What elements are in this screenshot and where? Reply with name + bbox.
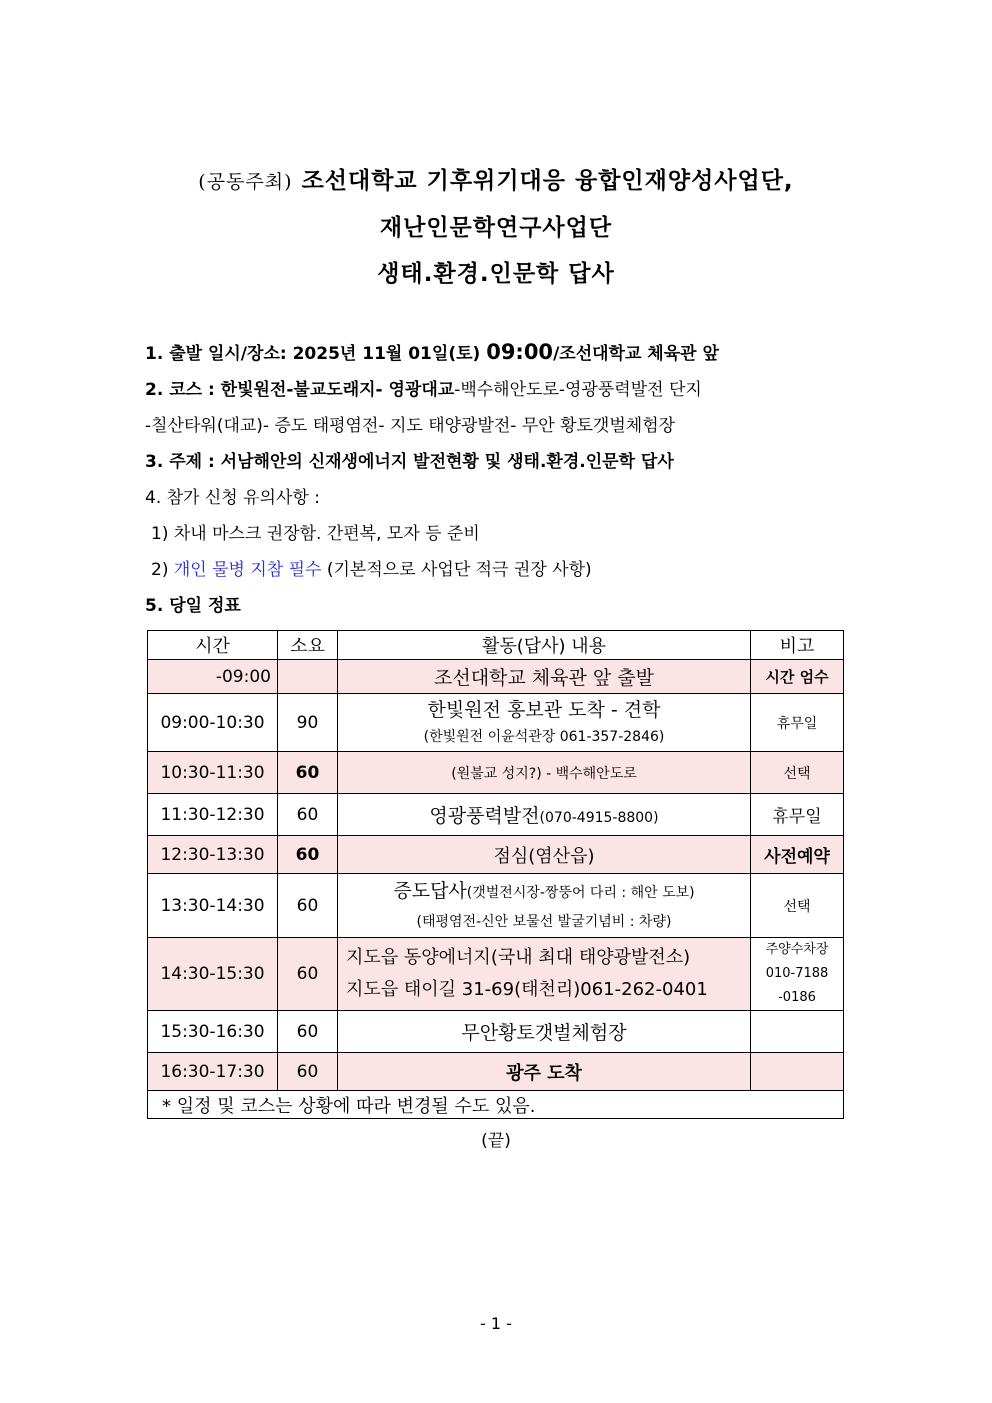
row-note: 사전예약 — [751, 836, 844, 874]
title-line-2: 재난인문학연구사업단 — [379, 215, 613, 241]
item-schedule-heading: 5. 당일 정표 — [145, 596, 241, 616]
table-row — [148, 794, 844, 836]
row-duration: 60 — [278, 1011, 338, 1053]
table-row — [148, 1053, 844, 1091]
note-line-1: 주양수차장 — [765, 942, 829, 957]
row-activity: (원불교 성지?) - 백수해안도로 — [338, 752, 751, 794]
notice-2-emphasis: 개인 물병 지참 필수 — [173, 560, 322, 580]
departure-time: 09:00 — [486, 340, 554, 364]
title-line-3: 생태.환경.인문학 답사 — [377, 261, 615, 287]
activity-sub2: (태평염전-신안 보물선 발굴기념비 : 차량) — [416, 913, 672, 930]
row-duration: 60 — [278, 752, 338, 794]
title-line-1 — [0, 158, 992, 205]
row-activity: 점심(염산읍) — [338, 836, 751, 874]
table-row — [148, 752, 844, 794]
item-notice: 4. 참가 신청 유의사항 : — [145, 488, 320, 508]
course-part-b: -백수해안도로-영광풍력발전 단지 — [454, 380, 702, 400]
item-theme: 3. 주제 : 서남해안의 신재생에너지 발전현황 및 생태.환경.인문학 답사 — [145, 452, 674, 472]
info-list — [145, 334, 845, 624]
row-duration: 60 — [278, 938, 338, 1011]
row-activity: 광주 도착 — [338, 1053, 751, 1091]
header-time: 시간 — [148, 631, 278, 660]
row-activity — [338, 794, 751, 836]
row-time: 10:30-11:30 — [148, 752, 278, 794]
item-course — [145, 372, 845, 408]
row-note: 시간 엄수 — [751, 660, 844, 694]
table-row — [148, 694, 844, 752]
row-duration — [278, 660, 338, 694]
row-activity — [338, 694, 751, 752]
row-note: 선택 — [751, 874, 844, 938]
departure-place: /조선대학교 체육관 앞 — [553, 344, 719, 364]
note-line-2: 010-7188 — [765, 966, 829, 981]
table-footnote-row — [148, 1091, 844, 1119]
item-departure — [145, 334, 845, 372]
header-note: 비고 — [751, 631, 844, 660]
row-duration: 60 — [278, 794, 338, 836]
item-course-line2: -칠산타워(대교)- 증도 태평염전- 지도 태양광발전- 무안 황토갯벌체험장 — [145, 416, 676, 436]
row-note — [751, 1011, 844, 1053]
page-number: - 1 - — [480, 1314, 512, 1333]
row-time: 16:30-17:30 — [148, 1053, 278, 1091]
activity-sub: (갯벌전시장-짱뚱어 다리 : 해안 도보) — [466, 884, 695, 901]
notice-1: 1) 차내 마스크 권장함. 간편복, 모자 등 준비 — [151, 524, 480, 544]
table-row — [148, 874, 844, 938]
row-note: 휴무일 — [751, 794, 844, 836]
row-duration: 60 — [278, 1053, 338, 1091]
title-main: 조선대학교 기후위기대응 융합인재양성사업단, — [301, 168, 794, 194]
row-activity: 조선대학교 체육관 앞 출발 — [338, 660, 751, 694]
title-prefix: (공동주최) — [198, 171, 293, 193]
departure-label: 1. 출발 일시/장소: 2025년 11월 01일(토) — [145, 344, 487, 364]
row-duration: 90 — [278, 694, 338, 752]
row-note — [751, 1053, 844, 1091]
row-note: 선택 — [751, 752, 844, 794]
document-title — [0, 158, 992, 297]
activity-main: 지도읍 동양에너지(국내 최대 태양광발전소) — [346, 947, 691, 968]
row-time: 13:30-14:30 — [148, 874, 278, 938]
table-row — [148, 836, 844, 874]
row-note: 휴무일 — [751, 694, 844, 752]
row-time: 11:30-12:30 — [148, 794, 278, 836]
table-row — [148, 938, 844, 1011]
row-time: 09:00-10:30 — [148, 694, 278, 752]
table-row — [148, 660, 844, 694]
header-duration: 소요 — [278, 631, 338, 660]
note-line-3: -0186 — [778, 990, 816, 1005]
notice-2-rest: (기본적으로 사업단 적극 권장 사항) — [321, 560, 592, 580]
notice-2 — [145, 552, 845, 588]
activity-phone: (070-4915-8800) — [539, 810, 659, 826]
header-activity: 활동(답사) 내용 — [338, 631, 751, 660]
row-time: -09:00 — [148, 660, 278, 694]
notice-2-num: 2) — [151, 560, 174, 580]
table-row — [148, 1011, 844, 1053]
activity-sub: 지도읍 태이길 31-69(태천리)061-262-0401 — [346, 979, 708, 1000]
schedule-table — [147, 630, 844, 1119]
end-mark: (끝) — [481, 1131, 511, 1151]
table-header — [148, 631, 844, 660]
row-activity — [338, 874, 751, 938]
row-note — [751, 938, 844, 1011]
row-duration: 60 — [278, 874, 338, 938]
activity-main: 영광풍력발전 — [429, 805, 540, 827]
row-duration: 60 — [278, 836, 338, 874]
row-time: 15:30-16:30 — [148, 1011, 278, 1053]
row-activity: 무안황토갯벌체험장 — [338, 1011, 751, 1053]
row-time: 12:30-13:30 — [148, 836, 278, 874]
activity-main: 증도답사 — [393, 879, 467, 902]
activity-main: 한빛원전 홍보관 도착 - 견학 — [427, 698, 661, 721]
activity-sub: (한빛원전 이윤석관장 061-357-2846) — [423, 728, 665, 745]
row-activity — [338, 938, 751, 1011]
course-part-a: 2. 코스 : 한빛원전-불교도래지- 영광대교 — [145, 380, 455, 400]
row-time: 14:30-15:30 — [148, 938, 278, 1011]
table-footnote: * 일정 및 코스는 상황에 따라 변경될 수도 있음. — [148, 1091, 844, 1119]
